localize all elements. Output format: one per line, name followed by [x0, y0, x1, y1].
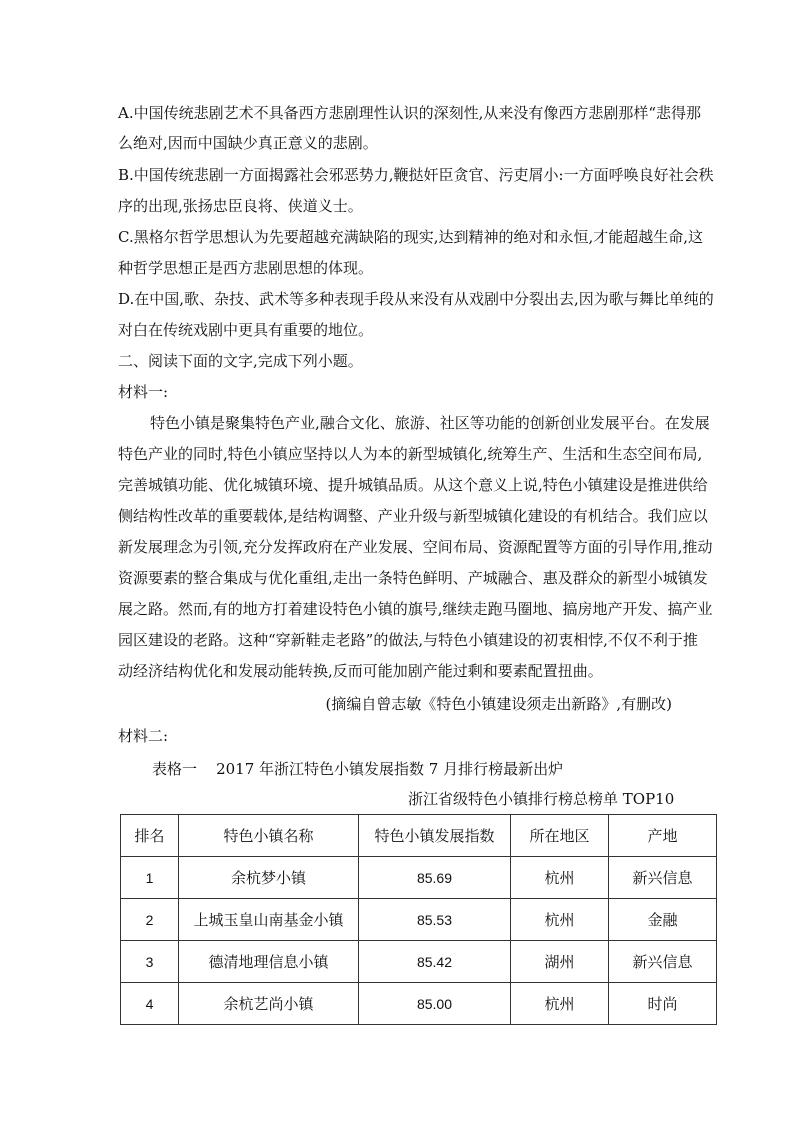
cell-region: 杭州	[511, 857, 609, 899]
cell-industry: 时尚	[609, 983, 717, 1025]
paragraph-line: 侧结构性改革的重要载体,是结构调整、产业升级与新型城镇化建设的有机结合。我们应以	[118, 507, 708, 525]
paragraph-line: 完善城镇功能、优化城镇环境、提升城镇品质。从这个意义上说,特色小镇建设是推进供给	[118, 476, 708, 494]
header-town-name: 特色小镇名称	[179, 815, 359, 857]
material-1-source: (摘编自曾志敏《特色小镇建设须走出新路》,有删改)	[325, 695, 672, 713]
option-a-line-1: A.中国传统悲剧艺术不具备西方悲剧理性认识的深刻性,从来没有像西方悲剧那样“悲得那	[118, 104, 702, 122]
material-1-label: 材料一:	[118, 383, 169, 401]
material-2-label: 材料二:	[118, 727, 169, 745]
table-row	[121, 857, 717, 899]
paragraph-line: 展之路。然而,有的地方打着建设特色小镇的旗号,继续走跑马圈地、搞房地产开发、搞产业	[118, 600, 713, 618]
header-region: 所在地区	[511, 815, 609, 857]
ranking-table	[120, 814, 717, 1025]
cell-industry: 新兴信息	[609, 857, 717, 899]
paragraph-line: 特色小镇是聚集特色产业,融合文化、旅游、社区等功能的创新创业发展平台。在发展	[150, 414, 710, 432]
cell-town-name: 余杭艺尚小镇	[179, 983, 359, 1025]
table-row	[121, 941, 717, 983]
table-caption: 表格一 2017 年浙江特色小镇发展指数 7 月排行榜最新出炉	[152, 760, 564, 778]
cell-dev-index: 85.42	[359, 941, 511, 983]
table-row	[121, 899, 717, 941]
section-heading: 二、阅读下面的文字,完成下列小题。	[118, 352, 363, 370]
paragraph-line: 特色产业的同时,特色小镇应坚持以人为本的新型城镇化,统筹生产、生活和生态空间布局,	[118, 445, 703, 463]
paragraph-line: 园区建设的老路。这种“穿新鞋走老路”的做法,与特色小镇建设的初衷相悖,不仅不利于推	[118, 631, 698, 649]
cell-industry: 新兴信息	[609, 941, 717, 983]
header-dev-index: 特色小镇发展指数	[359, 815, 511, 857]
option-c-line-1: C.黑格尔哲学思想认为先要超越充满缺陷的现实,达到精神的绝对和永恒,才能超越生命,这	[118, 228, 704, 246]
table-row	[121, 983, 717, 1025]
header-industry: 产地	[609, 815, 717, 857]
paragraph-line: 新发展理念为引领,充分发挥政府在产业发展、空间布局、资源配置等方面的引导作用,推动	[118, 538, 713, 556]
cell-dev-index: 85.00	[359, 983, 511, 1025]
cell-industry: 金融	[609, 899, 717, 941]
table-header-row	[121, 815, 717, 857]
cell-town-name: 德清地理信息小镇	[179, 941, 359, 983]
cell-rank: 1	[121, 857, 179, 899]
option-d-line-2: 对白在传统戏剧中更具有重要的地位。	[118, 321, 374, 339]
option-c-line-2: 种哲学思想正是西方悲剧思想的体现。	[118, 259, 374, 277]
cell-rank: 2	[121, 899, 179, 941]
cell-town-name: 余杭梦小镇	[179, 857, 359, 899]
cell-region: 湖州	[511, 941, 609, 983]
cell-region: 杭州	[511, 983, 609, 1025]
option-b-line-1: B.中国传统悲剧一方面揭露社会邪恶势力,鞭挞奸臣贪官、污吏屑小:一方面呼唤良好社会秩	[118, 166, 714, 184]
paragraph-line: 动经济结构优化和发展动能转换,反而可能加剧产能过剩和要素配置扭曲。	[118, 662, 603, 680]
table-subtitle: 浙江省级特色小镇排行榜总榜单 TOP10	[408, 790, 675, 808]
cell-town-name: 上城玉皇山南基金小镇	[179, 899, 359, 941]
header-rank: 排名	[121, 815, 179, 857]
cell-rank: 4	[121, 983, 179, 1025]
option-b-line-2: 序的出现,张扬忠臣良将、侠道义士。	[118, 197, 363, 215]
cell-dev-index: 85.69	[359, 857, 511, 899]
paragraph-line: 资源要素的整合集成与优化重组,走出一条特色鲜明、产城融合、惠及群众的新型小城镇发	[118, 569, 708, 587]
option-d-line-1: D.在中国,歌、杂技、武术等多种表现手段从来没有从戏剧中分裂出去,因为歌与舞比单纯的	[118, 290, 714, 308]
cell-dev-index: 85.53	[359, 899, 511, 941]
cell-region: 杭州	[511, 899, 609, 941]
cell-rank: 3	[121, 941, 179, 983]
option-a-line-2: 么绝对,因而中国缺少真正意义的悲剧。	[118, 134, 378, 152]
